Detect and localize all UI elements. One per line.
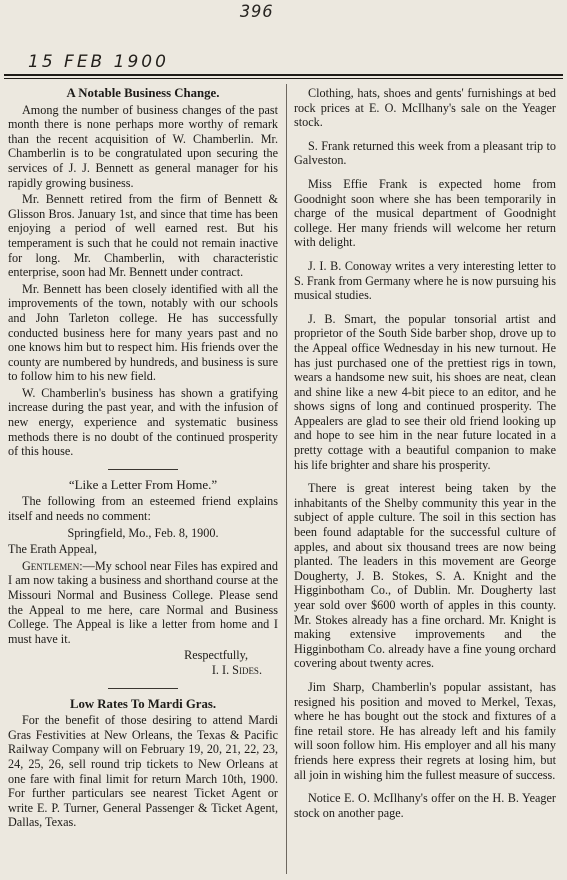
- local-item: Jim Sharp, Chamberlin's popular assistant, has resigned his position and moved to Merkel, Texas, where he has bought out the stock and fixtures of a fine retail store. He has already left and his family will soon follow him. His employer and all his many friends here express their regrets at losing him, but all join in wishing him the fullest measure of success.: [294, 679, 556, 782]
- letter-addressee: The Erath Appeal,: [8, 542, 98, 557]
- local-item: Clothing, hats, shoes and gents' furnishings at bed rock prices at E. O. McIlhany's sale on the Yeager stock.: [294, 86, 556, 130]
- top-rule-thin: [4, 78, 563, 79]
- letter-dateline: Springfield, Mo., Feb. 8, 1900.: [67, 525, 219, 540]
- left-column: [8, 86, 278, 832]
- local-item: There is great interest being taken by the inhabitants of the Shelby community this year in the subject of apple culture. The soil in this section has been found adaptable for the successful culture of apples, and about six thousand trees are now being planted. The leaders in this movement are George Dougherty, J. B. Stokes, S. A. Knight and the Higginbotham Co., of Dublin. Mr. Dougherty last year sold over $600 worth of apples in this county. Mr. Stokes already has a fine orchard. Mr. Knight is making extensive improvements and the Higginbotham Co. already have a fine young orchard covering about twenty acres.: [294, 481, 556, 671]
- local-item: S. Frank returned this week from a pleasant trip to Galveston.: [294, 138, 556, 168]
- section-separator: [108, 469, 178, 470]
- paragraph: The following from an esteemed friend explains itself and needs no comment:: [8, 494, 278, 524]
- section-separator: [108, 688, 178, 689]
- paragraph: Among the number of business changes of the past month there is none perhaps more worthy of remark than the recent acquisition of W. Chamberlin. Mr. Chamberlin is to be congratulated upon securing the services of J. J. Bennett as general manager for his rapidly growing business.: [8, 102, 278, 190]
- column-divider: [286, 84, 287, 874]
- local-item: Miss Effie Frank is expected home from Goodnight soon where she has been temporarily in charge of the musical department of Goodnight college. Her many friends will welcome her return with delight.: [294, 176, 556, 250]
- right-column: [294, 86, 556, 822]
- letter-signature: I. I. Sides.: [211, 662, 262, 677]
- headline-letter-from-home: “Like a Letter From Home.”: [68, 476, 218, 492]
- letter-body: [8, 559, 278, 647]
- paragraph: Mr. Bennett retired from the firm of Bennett & Glisson Bros. January 1st, and since that time has been enjoying a period of well earned rest. But his temperament is such that he could not remain inactive for long. Mr. Chamberlin, with characteristic enterprise, soon had Mr. Bennett under contract.: [8, 192, 278, 280]
- top-rule: [4, 74, 563, 76]
- paragraph: W. Chamberlin's business has shown a gratifying increase during the past year, and with the infusion of new energy, experience and systematic business methods there is no doubt of the continued prosperity of this house.: [8, 385, 278, 459]
- local-item: J. B. Smart, the popular tonsorial artist and proprietor of the South Side barber shop, drove up to the Appeal office Wednesday in his new turnout. He has just purchased one of the prettiest rigs in town, wears a handsome new suit, his shoes are neat, clean and shine like a new 4-bit piece to an editor, and he shows signs of long and continued prosperity. The Appealers are glad to see their old friend looking up and hope to see him in the near future located in a pretty cottage with a beautiful companion to make his life brighter and share his prosperity.: [294, 311, 556, 472]
- local-item: J. I. B. Conoway writes a very interesting letter to S. Frank from Germany where he is now pursuing his musical studies.: [294, 258, 556, 303]
- local-item: Notice E. O. McIlhany's offer on the H. B. Yeager stock on another page.: [294, 791, 556, 820]
- article-business-change: [8, 86, 278, 459]
- page-number: 396: [240, 2, 274, 22]
- letter-text: :—My school near Files has expired and I am now taking a business and shorthand course at the Missouri Normal and Business College. Please send the Appeal to me here, care Normal and Business College. The Appeal is like a letter from home and I must have it.: [8, 558, 278, 646]
- headline-business-change: A Notable Business Change.: [66, 86, 220, 100]
- issue-date: 15 FEB 1900: [28, 52, 169, 72]
- article-mardi-gras: [8, 697, 278, 830]
- article-letter-from-home: [8, 478, 278, 678]
- letter-closing: Respectfully,: [184, 648, 248, 663]
- letter-salutation: Gentlemen: [22, 558, 80, 573]
- paragraph: For the benefit of those desiring to attend Mardi Gras Festivities at New Orleans, the Texas & Pacific Railway Company will on February 19, 20, 21, 22, 23, 24, 25, 26, sell round trip tickets to New Orleans at one fare with final limit for return March 10th, 1900. For further particulars see nearest Ticket Agent or write E. P. Turner, General Passenger & Ticket Agent, Dallas, Texas.: [8, 713, 278, 830]
- paragraph: Mr. Bennett has been closely identified with all the improvements of the town, notably with our schools and John Tarleton college. He has successfully conducted business here for many years past and no one knows him but to respect him. His friends over the county are numbered by hundreds, and business is sure to follow him to his new field.: [8, 281, 278, 384]
- headline-mardi-gras: Low Rates To Mardi Gras.: [69, 696, 217, 711]
